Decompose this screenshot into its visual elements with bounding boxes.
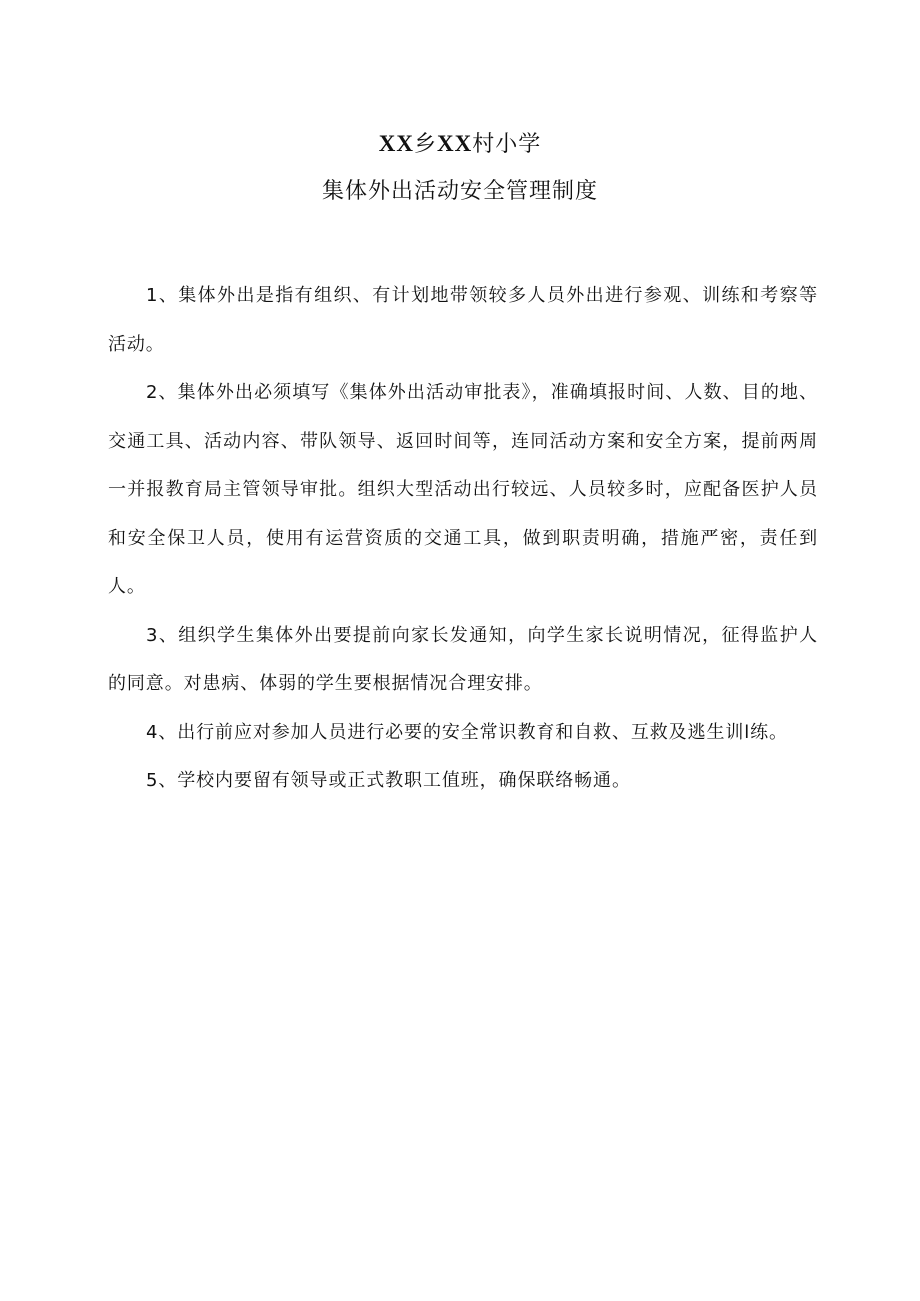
document-body xyxy=(108,272,818,806)
school-title xyxy=(0,128,920,161)
paragraph-5: 5、学校内要留有领导或正式教职工值班，确保联络畅通。 xyxy=(146,770,631,791)
document-title: 集体外出活动安全管理制度 xyxy=(321,179,598,204)
title-township-char: 乡 xyxy=(413,132,437,157)
paragraph-4: 4、出行前应对参加人员进行必要的安全常识教育和自救、互救及逃生训l练。 xyxy=(146,721,788,743)
title-school-suffix: 村小学 xyxy=(472,132,542,157)
paragraph-2: 2、集体外出必须填写《集体外出活动审批表》，准确填报时间、人数、目的地、交通工具、活动内容、带队领导、返回时间等，连同活动方案和安全方案，提前两周一并报教育局主管领导审批。组织大型活动出行较远、人员较多时，应配备医护人员和安全保卫人员，使用有运营资质的交通工具，做到职责明确，措施严密，责任到人。 xyxy=(108,382,818,597)
title-placeholder-village: XX xyxy=(437,131,473,156)
paragraph-1: 1、集体外出是指有组织、有计划地带领较多人员外出进行参观、训练和考察等活动。 xyxy=(108,285,818,355)
title-placeholder-township: XX xyxy=(378,131,414,156)
paragraph-3: 3、组织学生集体外出要提前向家长发通知，向学生家长说明情况，征得监护人的同意。对患病、体弱的学生要根据情况合理安排。 xyxy=(108,624,818,694)
